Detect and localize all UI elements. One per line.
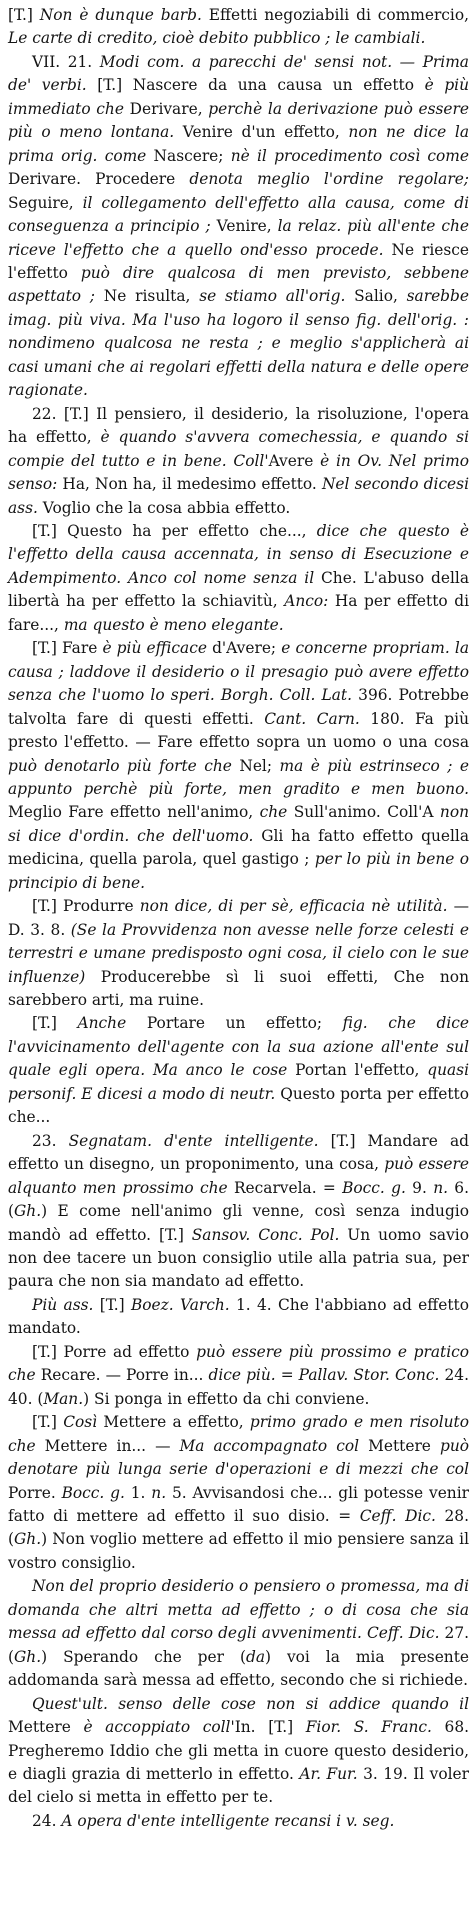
text-run: Mettere [8,1718,84,1737]
text-run: Ne riesce l'effetto [8,240,470,282]
para-vii-21 [8,51,469,403]
text-run: 1. [124,1483,152,1502]
para-intro [8,4,469,51]
italic-run: Modi com. a parecchi de' sensi not. — Prima de' verbi. [8,52,469,95]
para-produrre [8,895,469,1012]
text-run: Effetti negoziabili di commercio, [201,6,470,24]
text-run: Recarvela. = [227,1178,343,1197]
text-run: ) E come nell'animo gli venne, così senza indugio mandò ad effetto. [T.] [8,1202,469,1244]
text-run: Che. L'abuso della libertà ha per effetto la schiavitù, [8,568,469,611]
para-quest-ult [8,1693,469,1810]
text-run: Avere [268,451,321,470]
text-run: Ne risulta, [95,287,200,306]
text-run: Questo porta per effetto che... [8,1084,469,1127]
italic-run: Anche [77,1014,127,1033]
italic-run: ma questo è meno elegante. [63,615,284,634]
text-run: ) voi la mia presente addomanda sarà messa ad effetto, secondo che si richiede. [8,1647,470,1690]
text-run: Ha, Non ha, il medesimo effetto. [57,475,322,494]
text-run: [T.] Porre ad effetto [32,1342,197,1361]
text-run: Mettere a effetto, [97,1413,250,1432]
para-23 [8,1130,469,1294]
para-piu-ass [8,1294,469,1341]
italic-run: può dire qualcosa di men previsto, sebbene aspettato ; [8,263,469,306]
italic-run: il collegamento dell'effetto alla causa, come di conseguenza a principio ; [8,193,469,236]
italic-run: è più efficace [102,639,207,658]
italic-run: dice che questo è l'effetto della causa accennata, in senso di Esecuzione e Adempimento. Anco col nome senza il [8,521,469,587]
text-run: [T.] [8,6,40,24]
italic-run: Gh. [14,1647,42,1666]
italic-run: è in Ov. Nel primo senso: [8,451,470,494]
italic-run: Ma accompagnato col [179,1436,360,1455]
italic-run: primo grado e men risoluto che [8,1413,470,1455]
italic-run: può essere più prossimo e pratico che [8,1342,470,1385]
text-run: ) Sperando che per ( [41,1647,246,1666]
text-run: — D. 3. 8. [8,897,469,939]
text-run: [T.] Produrre [32,897,140,916]
text-run: Ha per effetto di fare..., [8,592,470,634]
italic-run: Non del proprio desiderio o pensiero o promessa, ma di domanda che altri metta ad effetto ; o di cosa che sia messa ad effetto dal corso degli avvenimenti. Ceff. Dic. [8,1577,469,1643]
italic-run: e concerne propriam. la causa ; laddove il desiderio o il presagio può avere effetto senza che l'uomo lo speri. Borgh. Coll. Lat. [8,639,469,705]
text-run: Porre. [8,1483,62,1502]
italic-run: Segnatam. d'ente intelligente. [68,1131,319,1150]
text-run: Portare un effetto; [126,1014,343,1033]
text-run: 5. Avvisandosi che... gli potesse venir fatto di mettere ad effetto il suo disio. = [8,1483,469,1525]
text-run: Derivare, [123,99,209,118]
text-run: Nascere; [146,146,231,165]
para-anche-portare [8,1012,469,1129]
para-24 [8,1810,469,1833]
italic-run: Boez. Varch. [130,1295,230,1314]
italic-run: nè il procedimento così come [230,146,469,165]
text-run: [T.] Fare [32,639,103,658]
text-run: [T.] Questo ha per effetto che..., [32,521,317,540]
text-run: [T.] [93,1295,131,1314]
text-run: 6. ( [8,1178,469,1221]
text-run: Recare. — Porre in... [35,1366,209,1385]
italic-run: perchè la derivazione può essere più o meno lontana. [8,99,470,142]
para-non-del-proprio [8,1575,469,1692]
italic-run: non ne dice la prima orig. come [8,123,470,165]
italic-run: da [245,1647,265,1666]
italic-run: è quando s'avvera comechessia, e quando si compie del tutto e in bene. Coll' [8,428,469,470]
italic-run: è più immediato che [8,76,469,118]
text-run: Gli ha fatto effetto quella medicina, quella parola, quel gastigo ; [8,826,470,869]
italic-run: Bocc. g. [342,1178,406,1197]
italic-run: Gh. [14,1202,42,1221]
italic-run: Più ass. [32,1295,94,1314]
italic-run: Sansov. Conc. Pol. [191,1225,340,1244]
para-porre [8,1341,469,1411]
italic-run: sarebbe imag. più viva. Ma l'uso ha logoro il senso fig. dell'orig. : nondimeno qualcosa ne resta ; e meglio s'applicherà ai casi umani che ai regolari effetti della natura e delle opere ragionate. [8,287,469,400]
text-run: 27. ( [8,1624,469,1666]
italic-run: (Se la Provvidenza non avesse nelle forze celesti e terrestri e umane predisposto ogni cosa, il cielo con le sue influenze) [8,920,469,986]
italic-run: Ceff. Dic. [359,1507,436,1525]
para-fare [8,637,469,895]
italic-run: Man. [43,1389,84,1408]
italic-run: può denotarlo più forte che [8,756,232,775]
italic-run: può denotare più lunga serie d'operazioni e di mezzi che col [8,1436,469,1479]
italic-run: è accoppiato coll' [83,1718,235,1737]
italic-run: n. [433,1178,448,1197]
text-run: = [275,1366,299,1385]
text-run: 68. Pregheremo Iddio che gli metta in cuore questo desiderio, e diagli grazia di metterlo in effetto. [8,1718,470,1783]
text-run: Voglio che la cosa abbia effetto. [37,498,291,517]
italic-run: se stiamo all'orig. [199,287,346,306]
italic-run: Pallav. Stor. Conc. [298,1366,440,1385]
italic-run: n. [151,1483,167,1502]
text-run: ) Non voglio mettere ad effetto il mio pensiere sanza il vostro consiglio. [8,1530,469,1572]
italic-run: Fior. S. Franc. [305,1718,432,1737]
text-run: ) Si ponga in effetto da chi conviene. [83,1389,370,1408]
text-run: [T.] Mandare ad effetto un disegno, un proponimento, una cosa, [8,1131,469,1174]
text-run: VII. 21. [32,52,100,71]
text-run: 3. 19. Il voler del cielo si metta in effetto per te. [8,1764,469,1807]
text-run: [T.] [32,1014,78,1033]
italic-run: quasi personif. E dicesi a modo di neutr. [8,1061,469,1103]
italic-run: A opera d'ente intelligente recansi i v. seg. [61,1811,395,1830]
text-run: 24. [32,1811,62,1830]
italic-run: Anco: [284,592,329,611]
text-run: Portan l'effetto, [287,1061,428,1080]
text-run: Mettere [359,1436,440,1455]
text-run: d'Avere; [206,639,282,658]
text-run: [T.] Nascere da una causa un effetto [86,76,425,95]
text-run: Salio, [345,287,407,306]
text-run: Seguire, [8,193,83,212]
italic-run: fig. che dice l'avvicinamento dell'agente con la sua azione all'ente sul quale egli opera. Ma anco le cose [8,1014,470,1080]
text-run: 1. 4. Che l'abbiano ad effetto mandato. [8,1295,469,1338]
italic-run: Le carte di credito, cioè debito pubblico ; le cambiali. [8,29,426,48]
italic-run: Cant. Carn. [264,709,360,728]
text-run: Meglio Fare effetto nell'animo, [8,803,260,822]
italic-run: per lo più in bene o principio di bene. [8,850,469,892]
text-run: Nel; [231,756,280,775]
italic-run: denota meglio l'ordine regolare; [189,170,469,189]
text-run: 9. [405,1178,434,1197]
text-run: Producerebbe sì li suoi effetti, Che non sarebbero arti, ma ruine. [8,967,469,1010]
italic-run: non si dice d'ordin. che dell'uomo. [8,803,469,845]
italic-run: che [259,803,288,822]
text-run: 22. [T.] Il pensiero, il desiderio, la risoluzione, l'opera ha effetto, [8,404,469,447]
text-run: 396. Potrebbe talvolta fare di questi effetti. [8,686,470,728]
italic-run: Non è dunque barb. [39,6,202,24]
italic-run: non dice, di per sè, efficacia nè utilità. [139,897,448,916]
text-run: In. [T.] [234,1718,306,1737]
text-run: Venire d'un effetto, [174,123,349,142]
italic-run: dice più. [208,1366,276,1385]
text-run: 24. 40. ( [8,1366,469,1408]
italic-run: Ar. Fur. [299,1764,358,1783]
italic-run: Bocc. g. [61,1483,125,1502]
text-run: 28. ( [8,1507,469,1549]
italic-run: ma è più estrinseco ; e appunto perchè più forte, men gradito e men buono. [8,756,469,798]
text-run: Sull'animo. Coll'A [287,803,440,822]
text-run: Un uomo savio non dee tacere un buon consiglio utile alla patria sua, per paura che non sia mandato ad effetto. [8,1225,469,1291]
para-22 [8,403,469,520]
text-run: [T.] [32,1413,64,1432]
text-run: Mettere in... — [35,1436,180,1455]
italic-run: Gh. [14,1530,42,1549]
text-run: Derivare. Procedere [8,170,190,189]
italic-run: la relaz. più all'ente che riceve l'effetto che a quello ond'esso procede. [8,217,469,259]
text-run: Venire, [210,217,278,236]
italic-run: Quest'ult. senso delle cose non si addice quando il [32,1694,469,1713]
text-run: 23. [32,1131,69,1150]
italic-run: Nel secondo dicesi ass. [8,475,469,517]
italic-run: può essere alquanto men prossimo che [8,1155,470,1197]
italic-run: Così [63,1413,98,1432]
para-cosi [8,1411,469,1575]
para-questo [8,520,469,637]
text-run: 180. Fa più presto l'effetto. — Fare effetto sopra un uomo o una cosa [8,709,469,752]
